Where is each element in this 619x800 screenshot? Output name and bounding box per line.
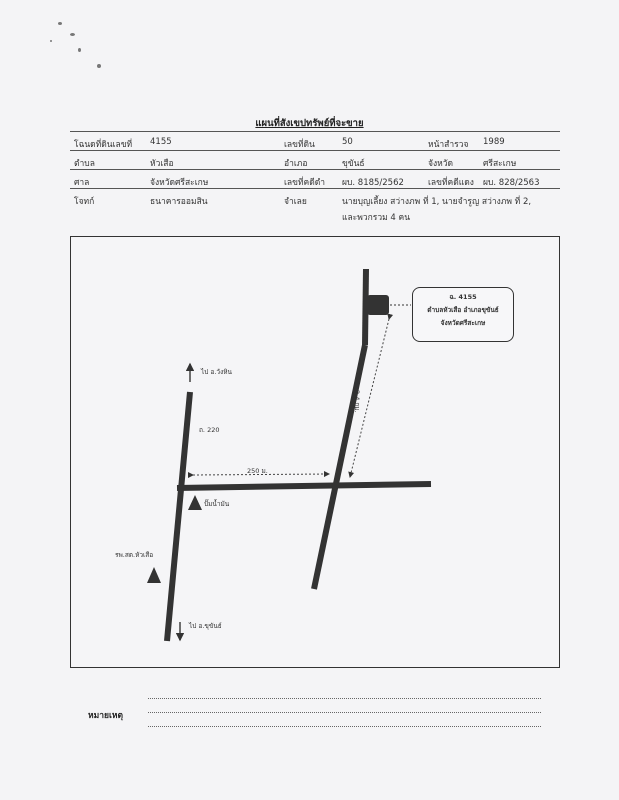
south-destination-label: ไป อ.ขุขันธ์ <box>189 622 222 630</box>
road-access <box>365 269 366 345</box>
page-title: แผนที่สังเขปทรัพย์ที่จะขาย <box>255 118 364 129</box>
distance-horizontal-label: 250 ม. <box>247 467 268 475</box>
road-west <box>167 392 190 641</box>
district-value: ขุขันธ์ <box>342 159 365 169</box>
deed-box-location: ตำบลหัวเสือ อำเภอขุขันธ์ <box>427 306 499 314</box>
paper-speck <box>78 48 81 52</box>
defendant-label: จำเลย <box>284 197 307 207</box>
hospital-icon <box>147 567 161 583</box>
property-marker <box>367 295 389 315</box>
defendant-value-line1: นายบุญเลี้ยง สว่างภพ ที่ 1, นายจำรูญ สว่างภพ ที่ 2, <box>342 197 532 207</box>
distance-vertical-label: 2.4 กม. <box>353 390 361 413</box>
table-row-rule <box>70 150 560 151</box>
paper-speck <box>97 64 101 68</box>
deed-box-province: จังหวัดศรีสะเกษ <box>440 319 486 327</box>
paper-speck <box>70 33 75 36</box>
court-value: จังหวัดศรีสะเกษ <box>150 178 209 188</box>
hospital-label: รพ.สต.หัวเสือ <box>115 551 154 559</box>
land-number-value: 50 <box>342 137 353 147</box>
remark-label: หมายเหตุ <box>88 711 123 721</box>
paper-speck <box>58 22 62 25</box>
table-top-rule <box>70 131 560 132</box>
district-label: อำเภอ <box>284 159 308 169</box>
deed-info-box <box>412 287 514 342</box>
north-destination-label: ไป อ.วังหิน <box>201 368 232 376</box>
province-label: จังหวัด <box>428 159 454 169</box>
subdistrict-label: ตำบล <box>74 159 95 169</box>
remark-line <box>148 698 541 699</box>
table-row-rule <box>70 188 560 189</box>
court-label: ศาล <box>74 178 90 188</box>
black-case-value: ผบ. 8185/2562 <box>342 178 404 188</box>
survey-page-label: หน้าสำรวจ <box>428 140 469 150</box>
road-horizontal <box>177 484 431 488</box>
red-case-label: เลขที่คดีแดง <box>428 178 474 188</box>
province-value: ศรีสะเกษ <box>483 159 517 169</box>
gas-station-icon <box>188 495 202 510</box>
gas-station-label: ปั๊มน้ำมัน <box>204 500 230 508</box>
red-case-value: ผบ. 828/2563 <box>483 178 540 188</box>
subdistrict-value: หัวเสือ <box>150 159 174 169</box>
paper-speck <box>50 40 52 42</box>
road-number-label: ถ. 220 <box>199 426 220 434</box>
deed-number-value: 4155 <box>150 137 172 147</box>
plaintiff-value: ธนาคารออมสิน <box>150 197 208 207</box>
defendant-value-line2: และพวกรวม 4 คน <box>342 213 411 223</box>
deed-number-label: โฉนดที่ดินเลขที่ <box>74 140 133 150</box>
road-diagonal <box>314 345 365 589</box>
plaintiff-label: โจทก์ <box>74 197 95 207</box>
land-number-label: เลขที่ดิน <box>284 140 315 150</box>
survey-page-value: 1989 <box>483 137 505 147</box>
deed-box-number: ฉ. 4155 <box>449 293 477 301</box>
table-row-rule <box>70 169 560 170</box>
black-case-label: เลขที่คดีดำ <box>284 178 326 188</box>
remark-line <box>148 712 541 713</box>
remark-line <box>148 726 541 727</box>
